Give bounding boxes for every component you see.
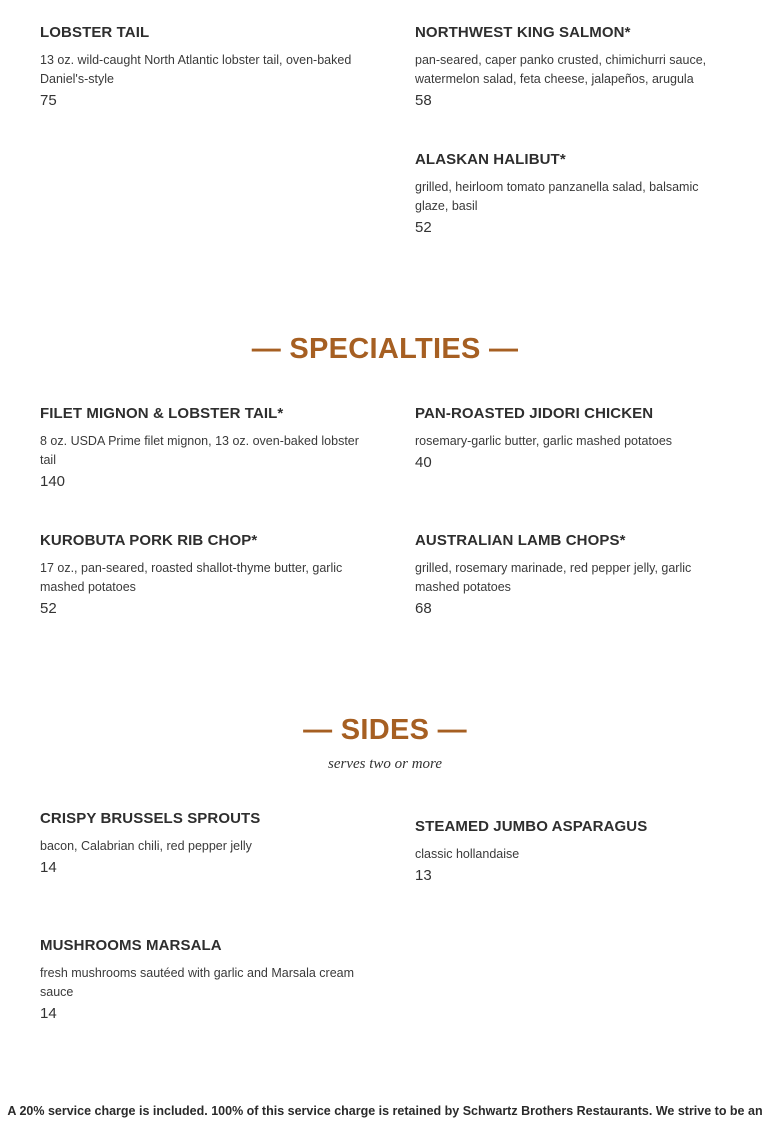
item-price: 68 — [415, 600, 432, 617]
item-name: AUSTRALIAN LAMB CHOPS* — [415, 532, 626, 549]
item-description: bacon, Calabrian chili, red pepper jelly — [40, 839, 252, 853]
item-description: 8 oz. USDA Prime filet mignon, 13 oz. oven-baked lobster tail — [40, 434, 359, 467]
item-price: 58 — [415, 92, 432, 109]
menu-item-pan-roasted-jidori-chicken — [415, 405, 725, 472]
item-description: pan-seared, caper panko crusted, chimichurri sauce, watermelon salad, feta cheese, jalapeños, arugula — [415, 53, 707, 86]
menu-item-lobster-tail — [40, 24, 370, 110]
item-name: MUSHROOMS MARSALA — [40, 937, 222, 954]
item-price: 75 — [40, 92, 57, 109]
item-name: ALASKAN HALIBUT* — [415, 151, 566, 168]
item-name: CRISPY BRUSSELS SPROUTS — [40, 810, 261, 827]
menu-item-australian-lamb-chops — [415, 532, 725, 618]
menu-item-alaskan-halibut — [415, 151, 725, 237]
item-price: 14 — [40, 1005, 57, 1022]
item-name: FILET MIGNON & LOBSTER TAIL* — [40, 405, 284, 422]
service-charge-note: A 20% service charge is included. 100% of this service charge is retained by Schwartz Brothers Restaurants. We strive to be an — [7, 1104, 763, 1118]
menu-item-kurobuta-pork-rib-chop — [40, 532, 370, 618]
menu-item-filet-mignon-lobster-tail — [40, 405, 370, 491]
menu-item-steamed-jumbo-asparagus — [415, 818, 725, 885]
item-description: grilled, rosemary marinade, red pepper jelly, garlic mashed potatoes — [415, 561, 692, 594]
item-price: 52 — [40, 600, 57, 617]
item-description: grilled, heirloom tomato panzanella salad, balsamic glaze, basil — [415, 180, 699, 213]
menu-item-mushrooms-marsala — [40, 937, 370, 1023]
item-description: 13 oz. wild-caught North Atlantic lobster tail, oven-baked Daniel's-style — [40, 53, 352, 86]
item-description: 17 oz., pan-seared, roasted shallot-thyme butter, garlic mashed potatoes — [40, 561, 343, 594]
item-name: NORTHWEST KING SALMON* — [415, 24, 631, 41]
section-title-sides: — SIDES — — [303, 714, 467, 746]
item-price: 13 — [415, 867, 432, 884]
item-price: 40 — [415, 454, 432, 471]
item-description: rosemary-garlic butter, garlic mashed potatoes — [415, 434, 673, 448]
item-name: KUROBUTA PORK RIB CHOP* — [40, 532, 258, 549]
item-name: PAN-ROASTED JIDORI CHICKEN — [415, 405, 654, 422]
item-price: 14 — [40, 859, 57, 876]
item-name: STEAMED JUMBO ASPARAGUS — [415, 818, 648, 835]
item-price: 140 — [40, 473, 66, 490]
menu-item-crispy-brussels-sprouts — [40, 810, 370, 877]
item-description: fresh mushrooms sautéed with garlic and Marsala cream sauce — [40, 966, 355, 999]
menu-item-northwest-king-salmon — [415, 24, 725, 110]
item-description: classic hollandaise — [415, 847, 520, 861]
item-name: LOBSTER TAIL — [40, 24, 150, 41]
section-title-specialties: — SPECIALTIES — — [251, 333, 519, 365]
item-price: 52 — [415, 219, 432, 236]
section-subtitle-sides: serves two or more — [327, 756, 443, 772]
